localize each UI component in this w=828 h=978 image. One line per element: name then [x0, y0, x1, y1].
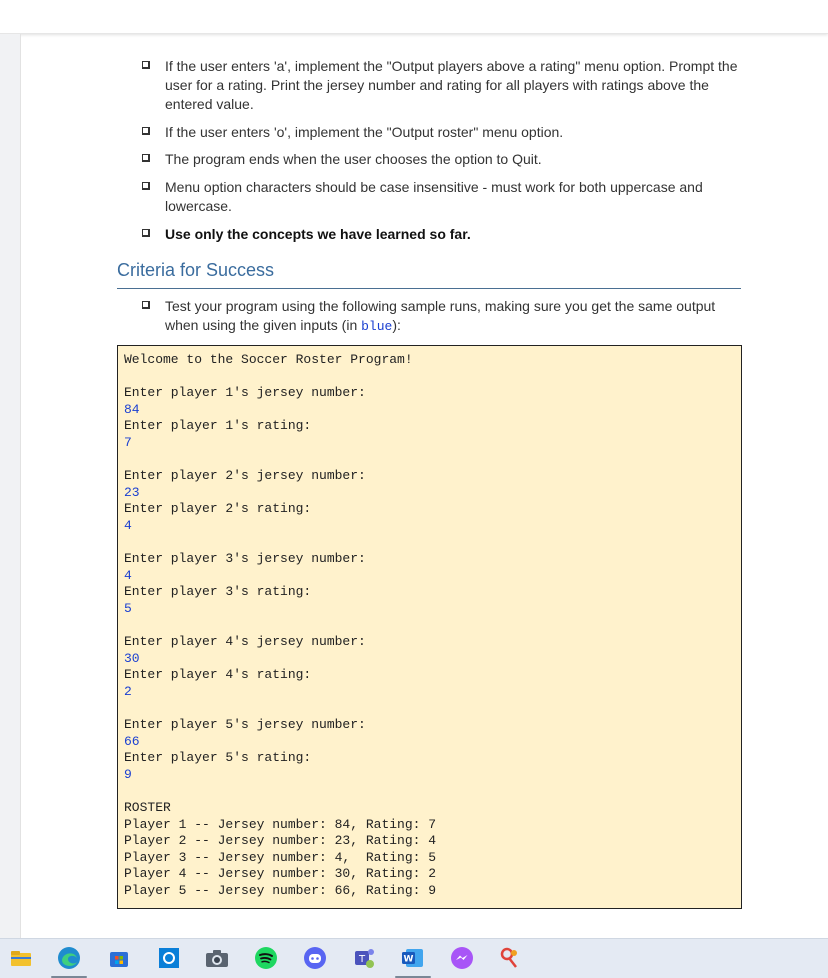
console-output-line: Enter player 1's jersey number:	[124, 385, 366, 401]
console-input-line: 66	[124, 733, 140, 749]
console-output-line: Player 2 -- Jersey number: 23, Rating: 4	[124, 833, 437, 849]
messenger-icon[interactable]	[449, 945, 475, 971]
console-input-line: 23	[124, 484, 140, 500]
browser-top-bar	[0, 0, 828, 34]
console-output-line: Enter player 5's jersey number:	[124, 717, 366, 733]
requirement-text: The program ends when the user chooses the option to Quit.	[165, 151, 542, 167]
console-output-line: Player 4 -- Jersey number: 30, Rating: 2	[124, 866, 437, 882]
checkbox-bullet-icon	[142, 182, 150, 190]
criteria-text-prefix: Test your program using the following sample runs, making sure you get the same output when using the given inputs (in	[165, 298, 716, 333]
snipping-tool-icon[interactable]	[497, 945, 523, 971]
criteria-text-suffix: ):	[392, 317, 401, 333]
teams-icon[interactable]	[351, 945, 377, 971]
console-input-line: 9	[124, 766, 132, 782]
console-output-line: Enter player 3's jersey number:	[124, 551, 366, 567]
console-input-line: 30	[124, 650, 140, 666]
svg-text:T: T	[358, 954, 366, 965]
console-output-line: Enter player 4's rating:	[124, 667, 312, 683]
file-explorer-icon[interactable]	[8, 945, 34, 971]
edge-browser-icon[interactable]	[56, 945, 82, 971]
requirement-text: Use only the concepts we have learned so far.	[165, 226, 471, 242]
console-input-line: 84	[124, 401, 140, 417]
console-input-line: 4	[124, 567, 132, 583]
checkbox-bullet-icon	[142, 61, 150, 69]
console-output-line: Welcome to the Soccer Roster Program!	[124, 352, 413, 367]
checkbox-bullet-icon	[142, 301, 150, 309]
checkbox-bullet-icon	[142, 154, 150, 162]
console-output-line: Enter player 2's jersey number:	[124, 468, 366, 484]
console-output-line	[124, 783, 735, 800]
console-input-line: 5	[124, 600, 132, 616]
console-output-line	[124, 618, 735, 635]
requirement-text: If the user enters 'o', implement the "Output roster" menu option.	[165, 124, 564, 140]
console-output-line	[124, 369, 735, 386]
console-output-line: Enter player 3's rating:	[124, 584, 312, 600]
console-input-line: 7	[124, 434, 132, 450]
console-output-line: Enter player 4's jersey number:	[124, 634, 366, 650]
console-output-line: Player 1 -- Jersey number: 84, Rating: 7	[124, 816, 437, 832]
microsoft-store-icon[interactable]	[106, 945, 132, 971]
console-output-line	[124, 700, 735, 717]
checkbox-bullet-icon	[142, 229, 150, 237]
console-output-line: Player 3 -- Jersey number: 4, Rating: 5	[124, 849, 437, 865]
console-input-line: 2	[124, 683, 132, 699]
requirement-text: If the user enters 'a', implement the "Output players above a rating" menu option. Prompt the user for a rating. Print the jersey number and rating for all players with ratings above the entered value.	[165, 58, 738, 112]
console-input-line: 4	[124, 517, 132, 533]
windows-taskbar	[0, 938, 828, 978]
console-output-line: Enter player 2's rating:	[124, 501, 312, 517]
console-output-line: Enter player 5's rating:	[124, 750, 312, 766]
camera-icon[interactable]	[204, 945, 230, 971]
spotify-icon[interactable]	[253, 945, 279, 971]
app-blue-square-icon[interactable]	[156, 945, 182, 971]
word-icon[interactable]	[400, 945, 426, 971]
criteria-inline-code: blue	[361, 319, 393, 334]
discord-icon[interactable]	[302, 945, 328, 971]
checkbox-bullet-icon	[142, 127, 150, 135]
console-output-line: ROSTER	[124, 800, 171, 816]
console-output-line	[124, 535, 735, 552]
svg-text:W: W	[403, 954, 414, 965]
left-rail	[0, 34, 21, 938]
criteria-bullet-text	[165, 297, 743, 336]
sample-run-console	[117, 345, 742, 909]
console-output-line: Player 5 -- Jersey number: 66, Rating: 9	[124, 883, 437, 898]
requirement-text: Menu option characters should be case insensitive - must work for both uppercase and lowercase.	[165, 179, 703, 214]
console-output-line	[124, 452, 735, 469]
console-output-line: Enter player 1's rating:	[124, 418, 312, 434]
criteria-section-title: Criteria for Success	[117, 260, 741, 289]
